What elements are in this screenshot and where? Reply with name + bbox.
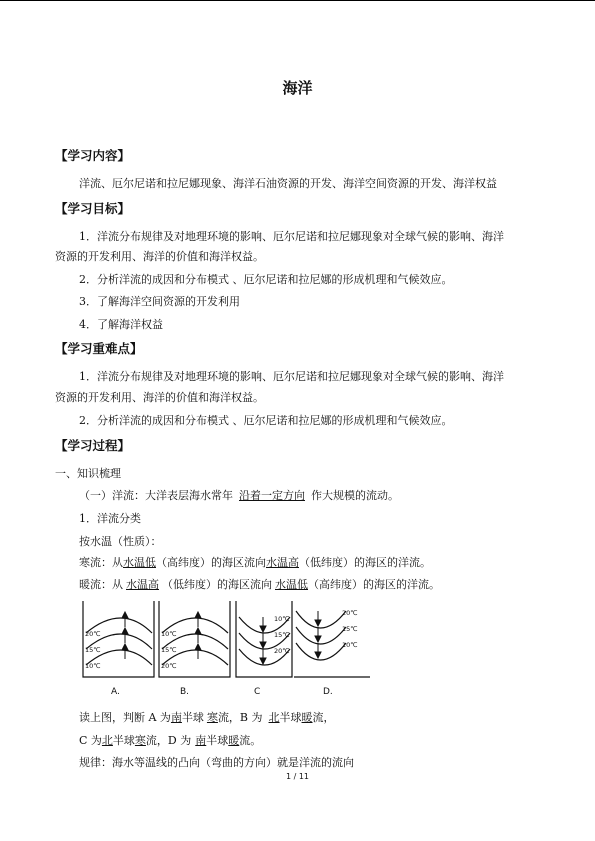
def-blank: 沿着一定方向	[239, 489, 305, 502]
read-b4: 暖	[301, 711, 313, 724]
key-1b: 资源的开发利用、海洋的价值和海洋权益。	[55, 391, 264, 404]
cold-3: （低纬度）的海区的洋流。	[299, 556, 431, 569]
key-2: 2．分析洋流的成因和分布模式 、厄尔尼诺和拉尼娜的形成机理和气候效应。	[79, 414, 453, 427]
read-5: 流，	[312, 711, 335, 724]
panel-b-temp-1: 10℃	[161, 630, 177, 638]
panel-a-temp-2: 15℃	[85, 646, 101, 654]
panel-c-temp-2: 15℃	[274, 631, 290, 639]
panel-c-label: C	[254, 687, 261, 697]
read2-b2: 寒	[134, 734, 146, 747]
cold-2: （高纬度）的海区流向	[156, 556, 266, 569]
read2-2: 半球	[112, 734, 135, 747]
panel-c-arrows	[260, 617, 266, 664]
warm-current-def	[79, 578, 440, 592]
read-4: 半球	[279, 711, 302, 724]
heading-process: 【学习过程】	[55, 438, 131, 453]
read-b2: 寒	[206, 711, 218, 724]
warm-2: （低纬度）的海区流向	[162, 578, 272, 591]
read2-b1: 北	[101, 734, 113, 747]
page-number: 1 / 11	[285, 772, 310, 781]
read2-1: C 为	[79, 734, 102, 747]
panel-d-temp-1: 20℃	[342, 609, 358, 617]
warm-blank1: 水温高	[126, 578, 159, 591]
cold-blank2: 水温高	[266, 556, 299, 569]
goal-1b: 资源的开发利用、海洋的价值和海洋权益。	[55, 250, 264, 263]
reading-line-2	[79, 734, 261, 748]
panel-c-temp-1: 10℃	[274, 615, 290, 623]
page-top-rule	[0, 0, 595, 1]
panel-a-temp-3: 10℃	[85, 662, 101, 670]
panel-a-label: A.	[111, 687, 120, 697]
key-1a: 1．洋流分布规律及对地理环境的影响、厄尔尼诺和拉尼娜现象对全球气候的影响、海洋	[79, 370, 504, 383]
goal-3: 3．了解海洋空间资源的开发利用	[79, 295, 240, 308]
panel-d-temp-3: 10℃	[342, 641, 358, 649]
read-2: 半球	[181, 711, 204, 724]
read-b1: 南	[170, 711, 182, 724]
page-title: 海洋	[282, 79, 313, 97]
read2-b3: 南	[195, 734, 207, 747]
read-b3: 北	[268, 711, 280, 724]
goal-2: 2．分析洋流的成因和分布模式 、厄尔尼诺和拉尼娜的形成机理和气候效应。	[79, 273, 453, 286]
panel-b-arrows	[195, 612, 201, 659]
warm-1: 暖流：从	[79, 578, 123, 591]
by-temperature: 按水温（性质）：	[79, 535, 162, 548]
heading-content: 【学习内容】	[55, 148, 131, 163]
cold-current-def	[79, 556, 431, 570]
warm-3: （高纬度）的海区的洋流。	[308, 578, 440, 591]
panel-b-label: B.	[180, 687, 190, 697]
cold-blank1: 水温低	[123, 556, 156, 569]
knowledge-heading: 一、知识梳理	[55, 467, 121, 480]
goal-1a: 1．洋流分布规律及对地理环境的影响、厄尔尼诺和拉尼娜现象对全球气候的影响、海洋	[79, 230, 504, 243]
panel-b-temp-2: 15℃	[161, 646, 177, 654]
read2-4: 半球	[206, 734, 229, 747]
def-post: 作大规模的流动。	[311, 489, 399, 502]
panel-d-temp-2: 15℃	[342, 625, 358, 633]
rule-line: 规律：海水等温线的凸向（弯曲的方向）就是洋流的流向	[79, 756, 354, 769]
read2-3: 流，D 为	[145, 734, 192, 747]
isotherm-figure	[80, 599, 370, 701]
panel-c-temp-3: 20℃	[274, 647, 290, 655]
panel-a-temp-1: 20℃	[85, 630, 101, 638]
read-1: 读上图，判断 A 为	[79, 711, 171, 724]
current-definition	[79, 489, 399, 503]
cold-1: 寒流：从	[79, 556, 123, 569]
panel-b-temp-3: 20℃	[161, 662, 177, 670]
panel-d-label: D.	[323, 687, 333, 697]
panel-d-arrows	[315, 611, 321, 658]
goal-4: 4．了解海洋权益	[79, 318, 163, 331]
heading-goals: 【学习目标】	[55, 201, 131, 216]
def-pre: （一）洋流：大洋表层海水常年	[79, 489, 233, 502]
content-text: 洋流、厄尔尼诺和拉尼娜现象、海洋石油资源的开发、海洋空间资源的开发、海洋权益	[79, 177, 497, 190]
warm-blank2: 水温低	[275, 578, 308, 591]
read2-5: 流。	[239, 734, 262, 747]
reading-line-1	[79, 711, 335, 725]
read2-b4: 暖	[228, 734, 240, 747]
heading-key-points: 【学习重难点】	[55, 341, 143, 356]
read-3: 流，B 为	[217, 711, 263, 724]
classify-heading: 1．洋流分类	[79, 512, 141, 525]
